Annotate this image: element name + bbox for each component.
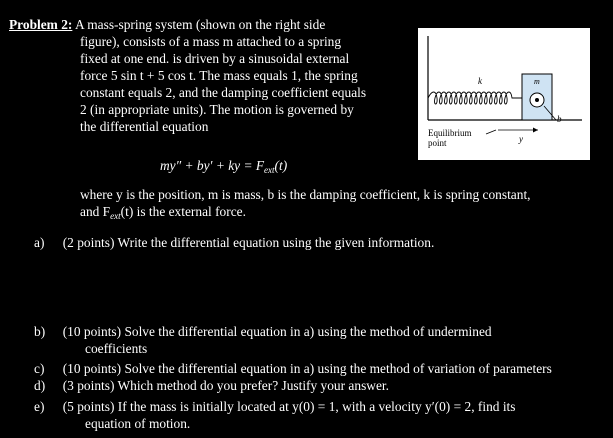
point-label: point [428,138,447,148]
problem-heading: Problem 2: [9,17,73,32]
intro-line-4: force 5 sin t + 5 cos t. The mass equals 1, the spring [80,68,358,83]
intro-line-1: A mass-spring system (shown on the right side [74,17,326,32]
question-e: e) (5 points) If the mass is initially located at y(0) = 1, with a velocity y′(0) = 2, find its equation of motion. [34,399,516,431]
question-a: a) (2 points) Write the differential equation using the given information. [34,235,435,250]
mass-spring-figure [418,28,590,160]
definition-paragraph [80,186,600,220]
equilibrium-label: Equilibrium [428,128,472,138]
intro-line-6: 2 (in appropriate units). The motion is governed by [80,102,354,117]
question-d: d) (3 points) Which method do you prefer? Justify your answer. [34,378,389,393]
intro-line-5: constant equals 2, and the damping coefficient equals [80,85,367,100]
displacement-label: y [519,134,523,144]
question-c: c) (10 points) Solve the differential equation in a) using the method of variation of parameters [34,361,552,376]
differential-equation: my″ + by′ + ky = $F_{ext}(t)$ [160,158,288,175]
damper-center [535,98,539,102]
mass-label: m [534,77,540,86]
question-b: b) (10 points) Solve the differential equation in a) using the method of undermined coefficients [34,324,492,356]
spring-label: k [478,76,482,86]
intro-line-2: figure), consists of a mass m attached to a spring [80,34,342,49]
problem-intro [9,16,419,135]
definition-line-1: where y is the position, m is mass, b is the damping coefficient, k is spring constant, [80,187,531,202]
damper-label: b [557,114,562,124]
definition-line-2: and $F_{ext}(t)$ is the external force. [80,204,246,221]
intro-line-7: the differential equation [80,119,209,134]
intro-line-3: fixed at one end. is driven by a sinusoidal external [80,51,350,66]
